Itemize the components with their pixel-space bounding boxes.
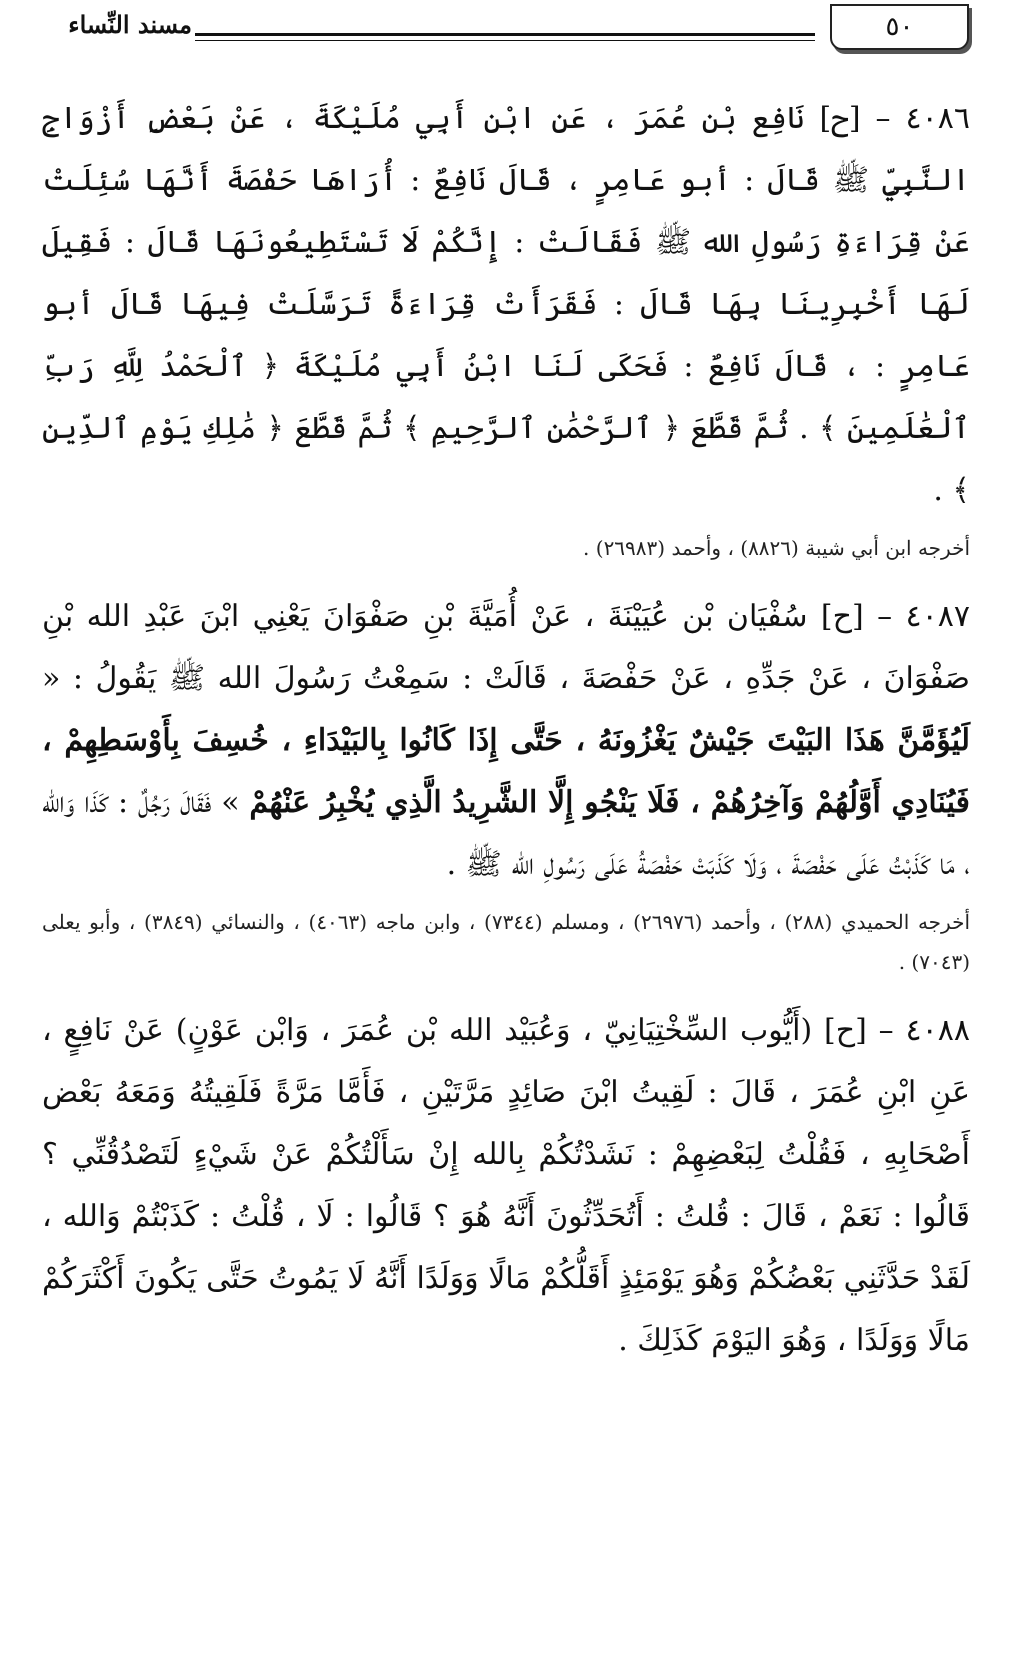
hadith-4087 [42,586,970,896]
hadith-text-intro: [ح] سُفْيَان بْن عُيَيْنَةَ ، عَنْ أُمَيَّةَ بْنِ صَفْوَانَ يَعْنِي ابْنَ عَبْدِ الله بْنِ صَفْوَانَ ، عَنْ جَدِّهِ ، عَنْ حَفْصَةَ ، قَالَتْ : سَمِعْتُ رَسُولَ الله ﷺ يَقُولُ : « [42,599,970,696]
hadith-text: [ح] نَافِع بْن عُمَرَ ، عَنِ ابْنِ أَبِي مُلَيْكَةَ ، عَنْ بَعْضِ أَزْوَاجِ النَّبِيِّ ﷺ قَالَ : أبو عَامِرٍ ، قَالَ نَافِعٌ : أُرَاهَا حَفْصَةَ أَنَّهَا سُئِلَتْ عَنْ قِرَاءَةِ رَسُولِ الله ﷺ فَقَالَتْ : إِنَّكُمْ لَا تَسْتَطِيعُونَهَا قَالَ : فَقِيلَ لَهَا أَخْبِرِينَا بِهَا قَالَ : فَقَرَأَتْ قِرَاءَةً تَرَسَّلَتْ فِيهَا قَالَ أبو عَامِرٍ : ، قَالَ نَافِعٌ : فَحَكَى لَنَا ابْنُ أَبِي مُلَيْكَةَ ﴿ ٱلْحَمْدُ لِلَّهِ رَبِّ ٱلْعَٰلَمِينَ ﴾ . ثُمَّ قَطَّعَ ﴿ ٱلرَّحْمَٰنِ ٱلرَّحِيمِ ﴾ ثُمَّ قَطَّعَ ﴿ مَٰلِكِ يَوْمِ ٱلدِّينِ ﴾ . [42,101,970,508]
page-content [42,88,970,1372]
page-number: ٥٠ [830,4,969,50]
hadith-text-ending: » فَقَالَ رَجُلٌ : كَذَا وَالله ، مَا كَذَبْتُ عَلَى حَفْصَةَ ، وَلَا كَذَبَتْ حَفْصَةُ عَلَى رَسُولِ الله ﷺ . [42,785,970,882]
header-rule-thin [195,40,815,41]
hadith-4088 [42,1000,970,1372]
hadith-number: ٤٠٨٦ – [875,101,970,136]
takhrij-note: أخرجه ابن أبي شيبة (٨٨٢٦) ، وأحمد (٢٦٩٨٣) . [583,536,970,560]
hadith-text: [ح] (أَيُّوب السِّخْتِيَانِيّ ، وَعُبَيْد الله بْن عُمَرَ ، وَابْن عَوْنٍ) عَنْ نَافِعٍ ، عَنِ ابْنِ عُمَرَ ، قَالَ : لَقِيتُ ابْنَ صَائِدٍ مَرَّتَيْنِ ، فَأَمَّا مَرَّةً فَلَقِيتُهُ وَمَعَهُ بَعْض أَصْحَابِهِ ، فَقُلْتُ لِبَعْضِهِمْ : نَشَدْتُكُمْ بِالله إِنْ سَأَلْتُكُمْ عَنْ شَيْءٍ لَتَصْدُقُنِّي ؟ قَالُوا : نَعَمْ ، قَالَ : قُلتُ : أَتُحَدِّثُونَ أَنَّهُ هُوَ ؟ قَالُوا : لَا ، قُلْتُ : كَذَبْتُمْ وَالله ، لَقَدْ حَدَّثَنِي بَعْضُكُمْ وَهُوَ يَوْمَئِذٍ أَقَلُّكُمْ مَالًا وَوَلَدًا أَنَّهُ لَا يَمُوتُ حَتَّى يَكُونَ أَكْثَرَكُمْ مَالًا وَوَلَدًا ، وَهُوَ اليَوْمَ كَذَلِكَ . [42,1013,970,1358]
page-header [0,0,1010,60]
hadith-4086 [42,88,970,522]
hadith-text-prophetic-saying: لَيُؤَمَّنَّ هَذَا البَيْتَ جَيْشٌ يَغْزُونَهُ ، حَتَّى إِذَا كَانُوا بِالبَيْدَاءِ ، خُسِفَ بِأَوْسَطِهِمْ ، فَيُنَادِي أَوَّلُهُمْ وَآخِرُهُمْ ، فَلَا يَنْجُو إِلَّا الشَّرِيدُ الَّذِي يُخْبِرُ عَنْهُمْ [42,723,970,820]
header-rule [195,33,815,36]
hadith-number: ٤٠٨٨ – [878,1013,970,1048]
takhrij-note: أخرجه الحميدي (٢٨٨) ، وأحمد (٢٦٩٧٦) ، ومسلم (٧٣٤٤) ، وابن ماجه (٤٠٦٣) ، والنسائي (٣٨٤٩) ، وأبو يعلى (٧٠٤٣) . [42,910,970,974]
running-title: مسند النِّساء [68,10,192,39]
hadith-number: ٤٠٨٧ – [877,599,970,634]
